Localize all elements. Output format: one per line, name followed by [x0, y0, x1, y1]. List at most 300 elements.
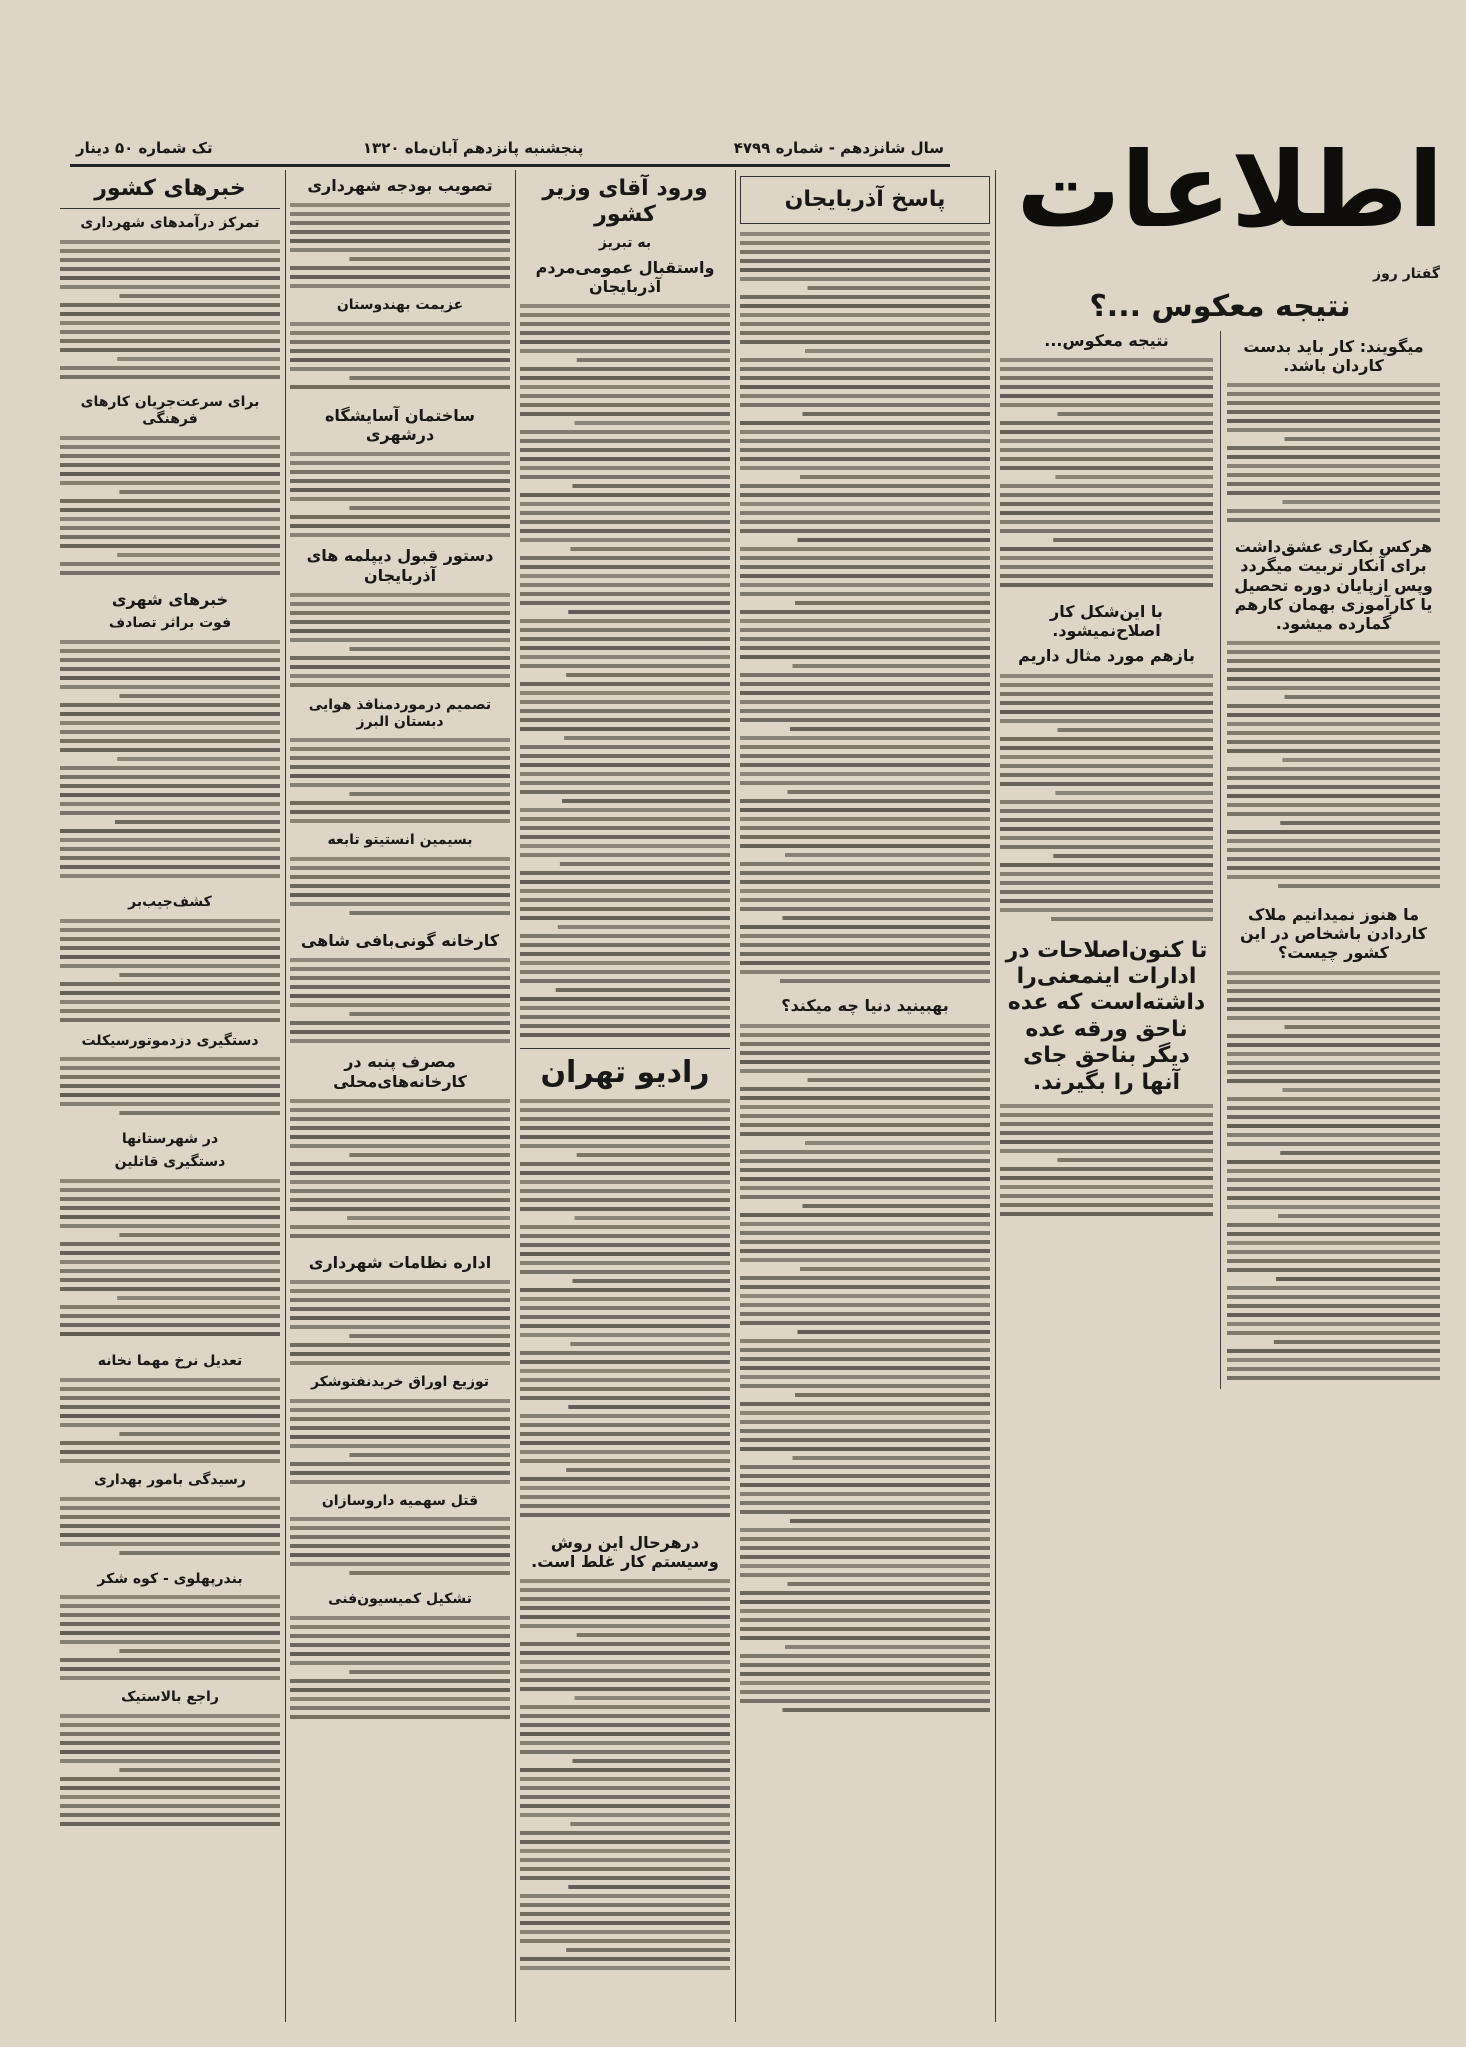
editorial-subhead: نتیجه معکوس... — [1044, 330, 1169, 350]
text-line — [740, 925, 990, 929]
editorial-title: نتیجه معکوس ...؟ — [1089, 288, 1351, 324]
text-line — [1051, 917, 1213, 921]
text-line — [1227, 1313, 1440, 1317]
text-block — [1227, 969, 1440, 1389]
text-line — [60, 847, 280, 851]
text-line — [740, 1321, 990, 1325]
text-line — [740, 1123, 990, 1127]
text-line — [1227, 1133, 1440, 1137]
text-line — [1227, 830, 1440, 834]
text-block — [290, 855, 510, 925]
text-line — [119, 694, 280, 698]
text-line — [740, 862, 990, 866]
text-line — [119, 490, 280, 494]
text-line — [520, 1369, 730, 1373]
text-line — [520, 979, 730, 983]
text-line — [1227, 1322, 1440, 1326]
text-line — [290, 239, 510, 243]
text-line — [60, 571, 280, 575]
text-line — [60, 1506, 280, 1510]
text-line — [60, 1009, 280, 1013]
text-line — [520, 556, 730, 560]
text-line — [290, 1298, 510, 1302]
text-line — [740, 241, 990, 245]
text-line — [60, 312, 280, 316]
text-lines — [1227, 639, 1440, 899]
text-line — [60, 436, 280, 440]
text-line — [1000, 719, 1213, 723]
text-line — [520, 718, 730, 722]
text-line — [740, 385, 990, 389]
text-line — [60, 1224, 280, 1228]
text-line — [1000, 899, 1213, 903]
text-line — [520, 1144, 730, 1148]
text-line — [740, 1411, 990, 1415]
text-block — [60, 238, 280, 388]
text-line — [520, 1333, 730, 1337]
text-line — [60, 562, 280, 566]
text-line — [573, 1279, 731, 1283]
text-lines — [1000, 1102, 1213, 1222]
text-lines — [290, 1397, 510, 1487]
text-line — [1227, 482, 1440, 486]
text-line — [60, 721, 280, 725]
text-line — [1055, 791, 1213, 795]
text-line — [577, 1633, 730, 1637]
text-block — [60, 1177, 280, 1347]
text-line — [520, 322, 730, 326]
budget-subhead: بسیمین انستیتو تابعه — [327, 832, 473, 849]
text-line — [740, 736, 990, 740]
text-line — [290, 738, 510, 742]
text-line — [566, 673, 730, 677]
text-line — [520, 448, 730, 452]
text-line — [788, 1582, 991, 1586]
text-lines — [290, 450, 510, 540]
text-line — [1280, 1151, 1440, 1155]
text-line — [60, 1405, 280, 1409]
text-line — [60, 1667, 280, 1671]
text-line — [520, 1840, 730, 1844]
text-line — [290, 1198, 510, 1202]
text-line — [740, 1609, 990, 1613]
text-block — [1000, 672, 1213, 932]
text-line — [1000, 683, 1213, 687]
text-line — [1227, 1097, 1440, 1101]
text-line — [740, 403, 990, 407]
text-line — [60, 712, 280, 716]
text-line — [290, 629, 510, 633]
text-line — [117, 357, 280, 361]
text-line — [60, 1741, 280, 1745]
text-line — [290, 275, 510, 279]
text-block — [290, 450, 510, 540]
text-line — [290, 497, 510, 501]
text-line — [740, 484, 990, 488]
text-line — [290, 1108, 510, 1112]
text-line — [60, 838, 280, 842]
budget-subhead: تصمیم درموردمنافذ هوایی دبستان البرز — [308, 696, 492, 730]
text-line — [1000, 421, 1213, 425]
text-block — [290, 956, 510, 1046]
text-line — [520, 1126, 730, 1130]
text-line — [60, 748, 280, 752]
text-block — [60, 638, 280, 888]
text-line — [520, 1750, 730, 1754]
text-line — [1227, 1106, 1440, 1110]
text-line — [520, 529, 730, 533]
text-line — [60, 535, 280, 539]
text-line — [60, 1658, 280, 1662]
text-line — [60, 703, 280, 707]
text-line — [795, 1393, 990, 1397]
text-line — [520, 1705, 730, 1709]
text-line — [1227, 1349, 1440, 1353]
text-line — [1227, 1259, 1440, 1263]
text-line — [290, 1535, 510, 1539]
text-line — [740, 1357, 990, 1361]
text-line — [1227, 776, 1440, 780]
text-line — [117, 553, 280, 557]
text-line — [290, 665, 510, 669]
text-line — [1227, 1250, 1440, 1254]
text-line — [740, 610, 990, 614]
text-line — [740, 754, 990, 758]
text-line — [740, 1240, 990, 1244]
text-line — [60, 784, 280, 788]
text-line — [290, 1688, 510, 1692]
text-line — [520, 889, 730, 893]
text-line — [740, 1510, 990, 1514]
text-line — [740, 421, 990, 425]
text-line — [1227, 1007, 1440, 1011]
text-line — [520, 619, 730, 623]
text-line — [1227, 1358, 1440, 1362]
text-line — [520, 367, 730, 371]
text-line — [290, 322, 510, 326]
text-line — [60, 1075, 280, 1079]
text-line — [60, 919, 280, 923]
text-line — [60, 1387, 280, 1391]
text-line — [520, 754, 730, 758]
text-line — [60, 1323, 280, 1327]
text-line — [740, 592, 990, 596]
text-line — [1000, 1212, 1213, 1216]
text-line — [290, 656, 510, 660]
text-line — [740, 799, 990, 803]
text-line — [1282, 500, 1440, 504]
budget-subhead: عزیمت بهندوستان — [336, 297, 464, 314]
text-line — [740, 583, 990, 587]
text-line — [740, 493, 990, 497]
news-subhead: برای سرعت‌جریان کارهای فرهنگی — [80, 394, 260, 427]
text-line — [740, 511, 990, 515]
text-line — [520, 1306, 730, 1310]
text-line — [1000, 565, 1213, 569]
text-line — [520, 1162, 730, 1166]
azerbaijan-title-box — [740, 176, 990, 224]
text-line — [1227, 686, 1440, 690]
column-rule — [995, 170, 996, 2022]
text-line — [60, 463, 280, 467]
text-line — [740, 547, 990, 551]
text-line — [568, 1885, 730, 1889]
text-line — [520, 1270, 730, 1274]
text-line — [740, 1636, 990, 1640]
text-line — [740, 934, 990, 938]
text-line — [1227, 1115, 1440, 1119]
text-line — [60, 303, 280, 307]
text-line — [1227, 392, 1440, 396]
text-line — [1227, 401, 1440, 405]
text-line — [1000, 484, 1213, 488]
text-line — [349, 1153, 510, 1157]
news-subhead: خبرهای شهری — [111, 589, 229, 609]
text-lines — [520, 1097, 730, 1527]
text-line — [349, 1453, 510, 1457]
text-line — [520, 997, 730, 1001]
text-line — [290, 221, 510, 225]
text-line — [1227, 650, 1440, 654]
text-line — [558, 925, 730, 929]
text-line — [290, 1643, 510, 1647]
text-line — [520, 763, 730, 767]
text-line — [1227, 1070, 1440, 1074]
text-line — [740, 1681, 990, 1685]
text-line — [60, 649, 280, 653]
year-issue: سال شانزدهم - شماره ۴۷۹۹ — [733, 139, 944, 157]
text-line — [740, 457, 990, 461]
text-line — [290, 902, 510, 906]
text-line — [520, 340, 730, 344]
text-line — [60, 1057, 280, 1061]
news-subhead: رسیدگی بامور بهداری — [94, 1471, 246, 1488]
text-line — [520, 1387, 730, 1391]
text-line — [1227, 1124, 1440, 1128]
text-line — [520, 1450, 730, 1454]
text-line — [290, 1117, 510, 1121]
text-line — [1058, 412, 1213, 416]
text-line — [740, 907, 990, 911]
text-line — [740, 322, 990, 326]
text-line — [1227, 785, 1440, 789]
text-block — [740, 1022, 990, 1722]
text-line — [1227, 455, 1440, 459]
text-line — [290, 1544, 510, 1548]
text-line — [520, 1912, 730, 1916]
text-line — [740, 1618, 990, 1622]
text-line — [564, 736, 730, 740]
text-line — [740, 376, 990, 380]
text-line — [740, 682, 990, 686]
text-line — [290, 1343, 510, 1347]
text-line — [520, 1234, 730, 1238]
text-block — [290, 320, 510, 400]
text-lines — [740, 1022, 990, 1722]
text-line — [520, 394, 730, 398]
text-line — [560, 862, 730, 866]
text-line — [520, 1597, 730, 1601]
text-line — [740, 1114, 990, 1118]
text-line — [290, 1417, 510, 1421]
text-line — [60, 1084, 280, 1088]
text-line — [520, 574, 730, 578]
text-line — [60, 1804, 280, 1808]
text-line — [290, 1180, 510, 1184]
radio-subhead: درهرحال این روش وسیستم کار غلط است. — [531, 1532, 719, 1572]
text-lines — [290, 320, 510, 400]
text-line — [805, 349, 990, 353]
text-block — [60, 1055, 280, 1125]
text-line — [520, 691, 730, 695]
text-line — [520, 1804, 730, 1808]
text-line — [740, 430, 990, 434]
text-line — [290, 620, 510, 624]
text-line — [520, 871, 730, 875]
editorial-subhead: تا کنون‌اصلاحات در ادارات اینمعنی‌را داشته‌است که عده ناحق ورقه عده دیگر بناحق جای آنها را بگیرند. — [1005, 937, 1208, 1095]
text-line — [60, 330, 280, 334]
text-line — [740, 1591, 990, 1595]
text-line — [520, 943, 730, 947]
text-line — [740, 439, 990, 443]
text-line — [60, 937, 280, 941]
text-line — [575, 1696, 730, 1700]
text-line — [740, 1231, 990, 1235]
text-line — [520, 1849, 730, 1853]
text-lines — [290, 591, 510, 691]
text-line — [740, 628, 990, 632]
divider — [520, 1048, 730, 1049]
text-line — [520, 1777, 730, 1781]
text-line — [740, 520, 990, 524]
text-line — [60, 1640, 280, 1644]
text-line — [1000, 520, 1213, 524]
text-line — [740, 1195, 990, 1199]
text-line — [347, 1216, 510, 1220]
text-line — [520, 1024, 730, 1028]
text-line — [520, 1117, 730, 1121]
text-line — [740, 1033, 990, 1037]
text-line — [60, 1188, 280, 1192]
text-line — [1000, 1167, 1213, 1171]
text-line — [60, 1242, 280, 1246]
text-line — [740, 574, 990, 578]
text-line — [520, 1360, 730, 1364]
text-line — [520, 835, 730, 839]
text-line — [290, 1706, 510, 1710]
text-line — [60, 1723, 280, 1727]
text-lines — [60, 1495, 280, 1565]
text-line — [1227, 740, 1440, 744]
text-line — [520, 475, 730, 479]
text-line — [520, 1795, 730, 1799]
country-news-column — [60, 170, 280, 2022]
text-line — [1227, 722, 1440, 726]
text-block — [290, 201, 510, 291]
text-line — [60, 1000, 280, 1004]
text-line — [1053, 538, 1213, 542]
text-block — [60, 917, 280, 1027]
text-line — [740, 1501, 990, 1505]
text-line — [520, 1189, 730, 1193]
text-line — [520, 970, 730, 974]
text-line — [520, 1741, 730, 1745]
text-line — [1227, 989, 1440, 993]
text-line — [60, 640, 280, 644]
text-line — [1285, 695, 1440, 699]
text-line — [740, 835, 990, 839]
text-line — [1227, 1052, 1440, 1056]
text-line — [60, 811, 280, 815]
text-line — [1227, 491, 1440, 495]
text-line — [1227, 464, 1440, 468]
text-line — [520, 781, 730, 785]
text-line — [290, 248, 510, 252]
text-line — [520, 1495, 730, 1499]
text-line — [290, 994, 510, 998]
text-line — [740, 1438, 990, 1442]
news-subhead: در شهرستانها — [121, 1131, 219, 1148]
text-line — [740, 304, 990, 308]
text-line — [520, 1939, 730, 1943]
text-line — [60, 1332, 280, 1336]
text-block — [520, 1577, 730, 1977]
news-subhead: بندرپهلوی - کوه شکر — [97, 1570, 243, 1587]
text-line — [60, 1423, 280, 1427]
text-line — [740, 1600, 990, 1604]
text-line — [1000, 782, 1213, 786]
budget-subhead: قتل سهمیه داروسازان — [321, 1492, 479, 1509]
text-line — [520, 1297, 730, 1301]
text-line — [1227, 1196, 1440, 1200]
text-line — [290, 810, 510, 814]
text-line — [1000, 872, 1213, 876]
text-line — [60, 1515, 280, 1519]
text-line — [290, 1099, 510, 1103]
text-line — [1280, 821, 1440, 825]
text-line — [1227, 1286, 1440, 1290]
text-block — [60, 1376, 280, 1466]
text-line — [290, 611, 510, 615]
text-line — [60, 1450, 280, 1454]
text-line — [740, 1168, 990, 1172]
text-line — [577, 1153, 730, 1157]
text-line — [60, 1260, 280, 1264]
text-line — [290, 533, 510, 537]
text-line — [520, 1930, 730, 1934]
text-line — [60, 676, 280, 680]
text-block — [740, 230, 990, 990]
text-line — [1227, 1160, 1440, 1164]
text-line — [1227, 1367, 1440, 1371]
text-line — [520, 493, 730, 497]
text-line — [520, 898, 730, 902]
text-line — [783, 1708, 991, 1712]
text-line — [740, 1474, 990, 1478]
text-line — [740, 1663, 990, 1667]
text-line — [1285, 437, 1440, 441]
editorial-subhead: بازهم مورد مثال داریم — [1018, 646, 1195, 666]
text-line — [290, 266, 510, 270]
text-line — [1058, 1158, 1213, 1162]
text-line — [290, 1616, 510, 1620]
text-line — [520, 844, 730, 848]
text-line — [740, 1096, 990, 1100]
text-line — [520, 1669, 730, 1673]
text-line — [740, 1483, 990, 1487]
text-line — [520, 331, 730, 335]
text-line — [290, 1207, 510, 1211]
